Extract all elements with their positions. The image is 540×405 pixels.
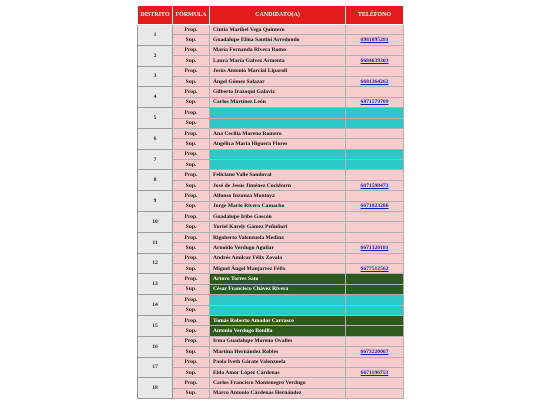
candidates-table [137, 5, 404, 399]
candidate-name: Jesús Antonio Marcial Liparoli [210, 66, 346, 76]
candidate-name [210, 149, 346, 159]
formula-cell: Sup. [173, 243, 210, 253]
phone-cell [346, 336, 404, 346]
candidate-name: Miguel Ángel Manjarrez Félix [210, 263, 346, 273]
candidate-name: Guadalupe Elina Santini Arredondo [210, 35, 346, 45]
candidate-name: Arturo Torres Sato [210, 274, 346, 284]
district-number: 17 [138, 357, 173, 378]
phone-cell [346, 191, 404, 201]
formula-cell: Sup. [173, 388, 210, 398]
table-row [138, 87, 404, 97]
formula-cell: Sup. [173, 326, 210, 336]
phone-cell [346, 45, 404, 55]
candidate-name: Alfonso Inzunza Montoya [210, 191, 346, 201]
table-row [138, 201, 404, 211]
table-row [138, 295, 404, 305]
table-row [138, 45, 404, 55]
district-number: 18 [138, 378, 173, 399]
table-row [138, 315, 404, 325]
table-row [138, 108, 404, 118]
phone-cell [346, 326, 404, 336]
district-number: 1 [138, 25, 173, 46]
table-row [138, 212, 404, 222]
phone-cell [346, 222, 404, 232]
candidate-name: César Francisco Chávez Rivera [210, 284, 346, 294]
candidate-name: Carlos Martínez León [210, 97, 346, 107]
formula-cell: Sup. [173, 139, 210, 149]
formula-cell: Prop. [173, 378, 210, 388]
formula-cell: Sup. [173, 367, 210, 377]
phone-cell [346, 128, 404, 138]
phone-link[interactable]: 6671320181 [346, 243, 404, 253]
phone-cell [346, 118, 404, 128]
candidate-name: María Fernanda Rivera Romo [210, 45, 346, 55]
table-row [138, 149, 404, 159]
formula-cell: Sup. [173, 180, 210, 190]
table-row [138, 170, 404, 180]
table-row [138, 347, 404, 357]
district-number: 12 [138, 253, 173, 274]
candidate-name: Elda Amor López Cárdenas [210, 367, 346, 377]
phone-cell [346, 212, 404, 222]
formula-cell: Sup. [173, 284, 210, 294]
candidate-name: Angélica María Higuera Flores [210, 139, 346, 149]
table-row [138, 97, 404, 107]
table-row [138, 180, 404, 190]
phone-cell [346, 295, 404, 305]
phone-cell [346, 253, 404, 263]
phone-link[interactable]: 6671023286 [346, 201, 404, 211]
header-distrito: DISTRITO [138, 6, 173, 25]
district-number: 13 [138, 274, 173, 295]
table-row [138, 305, 404, 315]
phone-cell [346, 149, 404, 159]
table-row [138, 243, 404, 253]
candidate-name: Rigoberto Valenzuela Medina [210, 232, 346, 242]
candidate-name: Jorge Mario Rivera Camacho [210, 201, 346, 211]
district-number: 5 [138, 108, 173, 129]
district-number: 10 [138, 212, 173, 233]
candidate-name: José de Jesús Jiménez Cockburn [210, 180, 346, 190]
formula-cell: Prop. [173, 87, 210, 97]
candidate-name: Feliciano Valle Sandoval [210, 170, 346, 180]
candidate-name: Gilberto Irazoqui Galaviz [210, 87, 346, 97]
district-number: 3 [138, 66, 173, 87]
table-row [138, 160, 404, 170]
phone-cell [346, 357, 404, 367]
table-row [138, 232, 404, 242]
formula-cell: Sup. [173, 222, 210, 232]
district-number: 4 [138, 87, 173, 108]
table-row [138, 56, 404, 66]
table-row [138, 191, 404, 201]
candidate-name: Martina Hernández Robles [210, 347, 346, 357]
candidate-name: Paola Iveth Gárate Valenzuela [210, 357, 346, 367]
phone-link[interactable]: 6684639303 [346, 56, 404, 66]
candidate-name: Yuriel Karely Gámez Peñuñuri [210, 222, 346, 232]
table-body [138, 25, 404, 399]
table-header [138, 6, 404, 25]
candidate-name: Marco Antonio Cárdenas Hernández [210, 388, 346, 398]
formula-cell: Prop. [173, 66, 210, 76]
phone-cell [346, 315, 404, 325]
phone-link[interactable]: 6673220067 [346, 347, 404, 357]
phone-cell [346, 284, 404, 294]
table-row [138, 25, 404, 35]
candidate-name [210, 160, 346, 170]
district-number: 8 [138, 170, 173, 191]
candidate-name: Ana Cecilia Moreno Romero [210, 128, 346, 138]
phone-link[interactable]: 6981095281 [346, 35, 404, 45]
header-row [138, 6, 404, 25]
candidate-name: Irma Guadalupe Moreno Ovalles [210, 336, 346, 346]
district-number: 11 [138, 232, 173, 253]
candidate-name [210, 295, 346, 305]
formula-cell: Prop. [173, 128, 210, 138]
table-row [138, 357, 404, 367]
header-candidato: CANDIDATO(A) [210, 6, 346, 25]
candidate-name: Tomás Roberto Amador Carrasco [210, 315, 346, 325]
district-number: 16 [138, 336, 173, 357]
formula-cell: Prop. [173, 336, 210, 346]
header-formula: FÓRMULA [173, 6, 210, 25]
formula-cell: Sup. [173, 347, 210, 357]
formula-cell: Prop. [173, 232, 210, 242]
formula-cell: Prop. [173, 170, 210, 180]
formula-cell: Sup. [173, 97, 210, 107]
table-row [138, 326, 404, 336]
district-number: 7 [138, 149, 173, 170]
district-number: 15 [138, 315, 173, 336]
phone-link[interactable]: 6871579709 [346, 97, 404, 107]
table-row [138, 139, 404, 149]
formula-cell: Sup. [173, 118, 210, 128]
phone-cell [346, 160, 404, 170]
phone-cell [346, 66, 404, 76]
district-number: 2 [138, 45, 173, 66]
formula-cell: Prop. [173, 315, 210, 325]
formula-cell: Prop. [173, 149, 210, 159]
candidate-name: Antonio Verdugo Bonilla [210, 326, 346, 336]
candidates-table-container [137, 5, 404, 399]
formula-cell: Sup. [173, 263, 210, 273]
table-row [138, 378, 404, 388]
phone-cell [346, 388, 404, 398]
formula-cell: Prop. [173, 253, 210, 263]
formula-cell: Sup. [173, 305, 210, 315]
table-row [138, 388, 404, 398]
district-number: 9 [138, 191, 173, 212]
candidate-name [210, 118, 346, 128]
formula-cell: Prop. [173, 295, 210, 305]
candidate-name [210, 305, 346, 315]
phone-link[interactable]: 6681364262 [346, 76, 404, 86]
district-number: 14 [138, 295, 173, 316]
table-row [138, 76, 404, 86]
formula-cell: Prop. [173, 191, 210, 201]
formula-cell: Prop. [173, 357, 210, 367]
formula-cell: Sup. [173, 56, 210, 66]
table-row [138, 367, 404, 377]
candidate-name: Andrés Amílcar Félix Zavala [210, 253, 346, 263]
phone-cell [346, 25, 404, 35]
formula-cell: Sup. [173, 76, 210, 86]
table-row [138, 35, 404, 45]
candidate-name: Cintia Maribel Vega Quintero [210, 25, 346, 35]
formula-cell: Prop. [173, 25, 210, 35]
phone-cell [346, 378, 404, 388]
table-row [138, 222, 404, 232]
table-row [138, 336, 404, 346]
table-row [138, 274, 404, 284]
candidate-name: Laura María Galvez Armenta [210, 56, 346, 66]
formula-cell: Prop. [173, 45, 210, 55]
formula-cell: Sup. [173, 160, 210, 170]
candidate-name: Guadalupe Iribe Gascón [210, 212, 346, 222]
table-row [138, 118, 404, 128]
formula-cell: Prop. [173, 274, 210, 284]
formula-cell: Prop. [173, 108, 210, 118]
phone-cell [346, 274, 404, 284]
phone-cell [346, 87, 404, 97]
phone-link[interactable]: 6671196753 [346, 367, 404, 377]
phone-cell [346, 170, 404, 180]
table-row [138, 128, 404, 138]
table-row [138, 66, 404, 76]
phone-link[interactable]: 6677512562 [346, 263, 404, 273]
phone-link[interactable]: 6871598473 [346, 180, 404, 190]
candidate-name [210, 108, 346, 118]
candidate-name: Ángel Gómez Salazar [210, 76, 346, 86]
candidate-name: Arnoldo Verdugo Aguilar [210, 243, 346, 253]
table-row [138, 284, 404, 294]
phone-cell [346, 232, 404, 242]
formula-cell: Sup. [173, 35, 210, 45]
header-telefono: TELÉFONO [346, 6, 404, 25]
phone-cell [346, 108, 404, 118]
district-number: 6 [138, 128, 173, 149]
table-row [138, 253, 404, 263]
formula-cell: Prop. [173, 212, 210, 222]
candidate-name: Carlos Francisco Montenegro Verdugo [210, 378, 346, 388]
phone-cell [346, 305, 404, 315]
phone-cell [346, 139, 404, 149]
formula-cell: Sup. [173, 201, 210, 211]
table-row [138, 263, 404, 273]
